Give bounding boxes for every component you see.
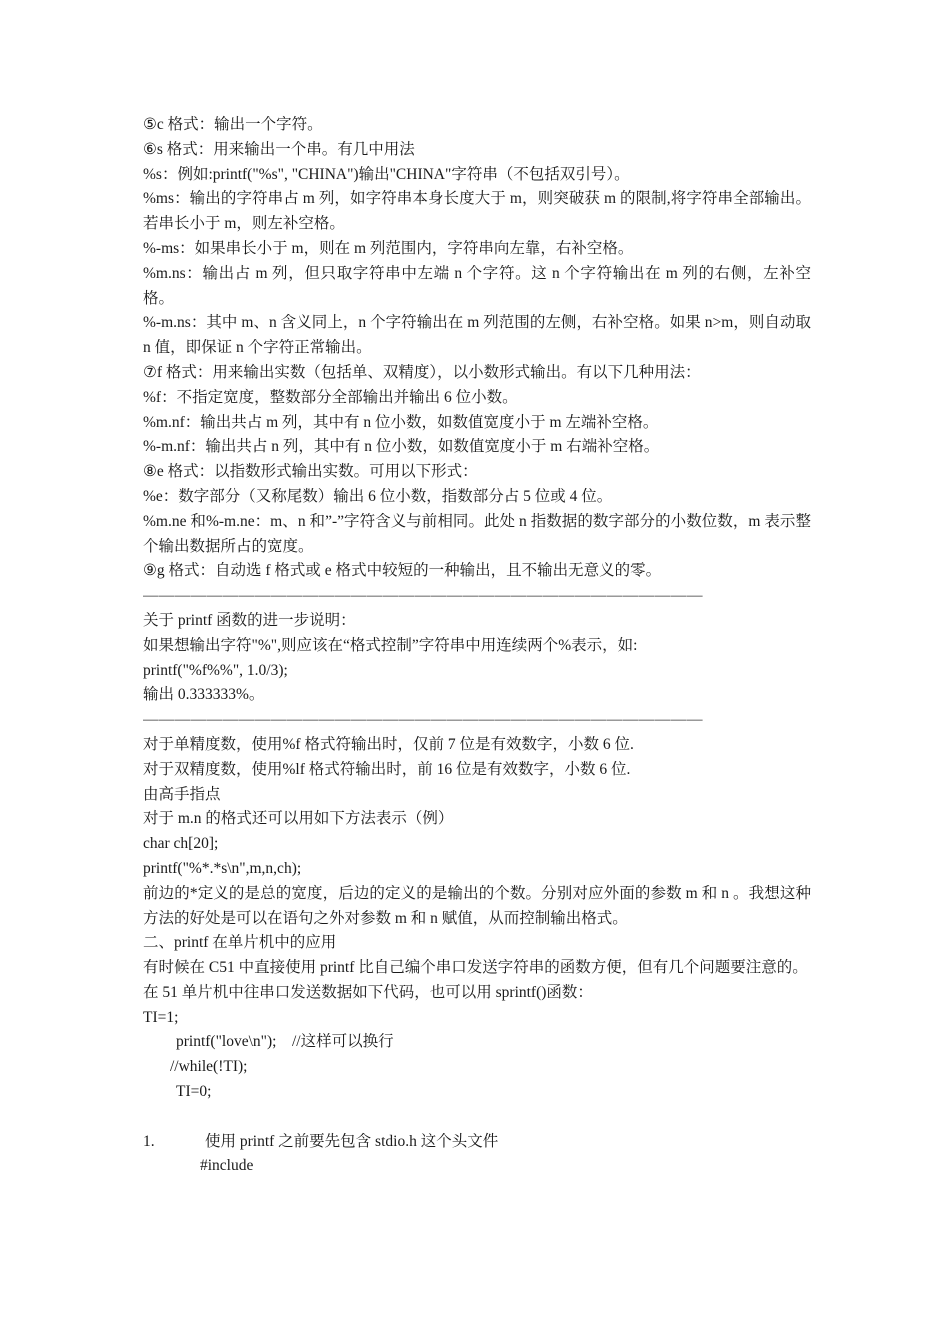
list-item-text: 使用 printf 之前要先包含 stdio.h 这个头文件 <box>205 1132 499 1150</box>
code-line: //while(!TI); <box>170 1058 248 1076</box>
text-line: 对于 m.n 的格式还可以用如下方法表示（例） <box>143 810 454 828</box>
text-line: 输出 0.333333%。 <box>143 686 265 704</box>
text-paragraph: 有时候在 C51 中直接使用 printf 比自己编个串口发送字符串的函数方便，但有几个问题要注意的。 <box>143 959 808 977</box>
document-page <box>143 113 811 1179</box>
section-heading: 二、printf 在单片机中的应用 <box>143 934 337 952</box>
code-line: TI=1; <box>143 1008 179 1026</box>
code-line: printf("%f%%", 1.0/3); <box>143 661 288 679</box>
code-line: printf("love\n"); //这样可以换行 <box>176 1033 394 1051</box>
text-line: 在 51 单片机中往串口发送数据如下代码，也可以用 sprintf()函数： <box>143 983 593 1001</box>
text-line: ⑨g 格式：自动选 f 格式或 e 格式中较短的一种输出，且不输出无意义的零。 <box>143 562 662 580</box>
divider-line: ——————————————————————————————————— <box>143 711 703 729</box>
text-line: 对于双精度数，使用%lf 格式符输出时，前 16 位是有效数字，小数 6 位. <box>143 760 631 778</box>
text-paragraph: 前边的*定义的是总的宽度，后边的定义的是输出的个数。分别对应外面的参数 m 和 n 。我想这种方法的好处是可以在语句之外对参数 m 和 n 赋值，从而控制输出格式。 <box>143 884 811 927</box>
text-line: 关于 printf 函数的进一步说明： <box>143 611 356 629</box>
code-line: char ch[20]; <box>143 835 219 853</box>
text-line: %e：数字部分（又称尾数）输出 6 位小数，指数部分占 5 位或 4 位。 <box>143 487 613 505</box>
text-paragraph: %ms：输出的字符串占 m 列，如字符串本身长度大于 m，则突破获 m 的限制,将字符串全部输出。若串长小于 m，则左补空格。 <box>143 190 811 233</box>
text-line: ⑦f 格式：用来输出实数（包括单、双精度），以小数形式输出。有以下几种用法： <box>143 363 701 381</box>
blank-line <box>143 1105 811 1130</box>
text-line: %m.nf：输出共占 m 列，其中有 n 位小数，如数值宽度小于 m 左端补空格。 <box>143 413 659 431</box>
text-paragraph: %m.ne 和%-m.ne：m、n 和”-”字符含义与前相同。此处 n 指数据的数字部分的小数位数，m 表示整个输出数据所占的宽度。 <box>143 512 811 555</box>
text-line: %s：例如:printf("%s", "CHINA")输出"CHINA"字符串（不包括双引号）。 <box>143 165 630 183</box>
list-item <box>143 1130 811 1155</box>
code-line: TI=0; <box>176 1083 212 1101</box>
text-line: %-ms：如果串长小于 m，则在 m 列范围内，字符串向左靠，右补空格。 <box>143 239 634 257</box>
text-line: ⑧e 格式：以指数形式输出实数。可用以下形式： <box>143 463 478 481</box>
text-line: ⑥s 格式：用来输出一个串。有几中用法 <box>143 140 415 158</box>
divider-line: ——————————————————————————————————— <box>143 587 703 605</box>
text-line: 如果想输出字符"%",则应该在“格式控制”字符串中用连续两个%表示，如: <box>143 636 638 654</box>
code-line: #include <box>200 1157 254 1175</box>
list-number: 1. <box>143 1132 155 1150</box>
text-paragraph: %-m.ns：其中 m、n 含义同上，n 个字符输出在 m 列范围的左侧，右补空格。如果 n>m，则自动取 n 值，即保证 n 个字符正常输出。 <box>143 314 811 357</box>
text-line: %-m.nf：输出共占 n 列，其中有 n 位小数，如数值宽度小于 m 右端补空格。 <box>143 438 660 456</box>
text-paragraph: %m.ns：输出占 m 列，但只取字符串中左端 n 个字符。这 n 个字符输出在 m 列的右侧，左补空格。 <box>143 264 811 307</box>
code-line: printf("%*.*s\n",m,n,ch); <box>143 859 302 877</box>
text-line: 由高手指点 <box>143 785 221 803</box>
text-line: ⑤c 格式：输出一个字符。 <box>143 116 323 133</box>
text-line: 对于单精度数，使用%f 格式符输出时，仅前 7 位是有效数字，小数 6 位. <box>143 735 634 753</box>
text-line: %f：不指定宽度，整数部分全部输出并输出 6 位小数。 <box>143 388 518 406</box>
